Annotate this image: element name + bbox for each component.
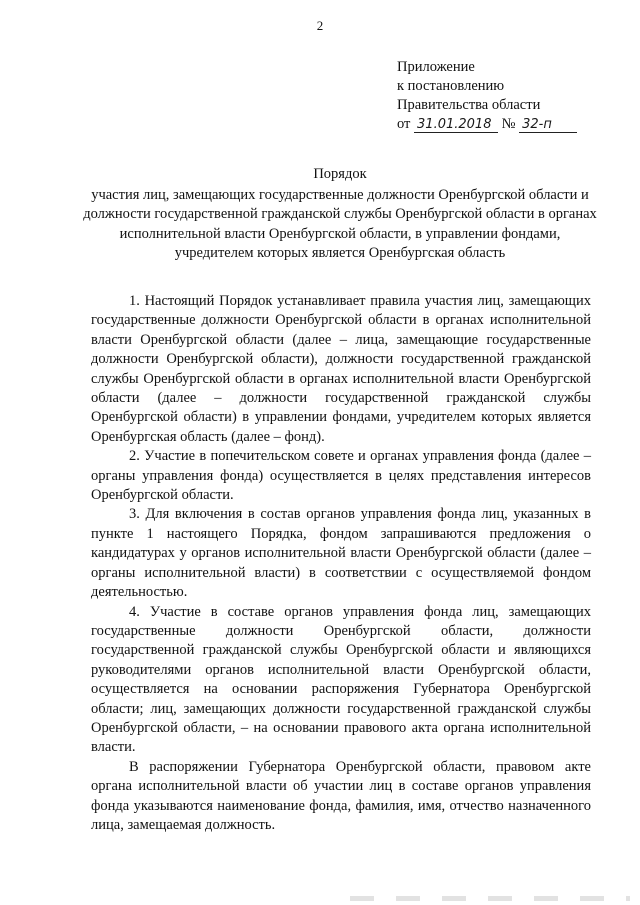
paragraph-2: 2. Участие в попечительском совете и органах управления фонда (далее – органы управления фонда) осуществляется в целях представления интересов Оренбургской области. — [91, 448, 591, 504]
appendix-line-2: к постановлению — [397, 78, 505, 94]
document-body — [91, 292, 591, 835]
paragraph-3: 3. Для включения в состав органов управления фонда лиц, указанных в пункте 1 настоящего Порядка, фондом запрашиваются предложения о кандидатурах у органов исполнительной власти Оренбургской области (далее – органы исполнительной власти) в соответствии с осуществляемой фондом деятельностью. — [91, 506, 591, 601]
appendix-line-3: Правительства области — [397, 97, 541, 113]
document-title — [80, 165, 600, 264]
paragraph-4: 4. Участие в составе органов управления фонда лиц, замещающих государственные должности Оренбургской области, должности государственной гражданской службы Оренбургской области и являющихся руководителями органов исполнительной власти Оренбургской области, осуществляется на основании распоряжения Губернатора Оренбургской области; лиц, замещающих должности государственной гражданской службы Оренбургской области, – на основании правового акта органа исполнительной власти. — [91, 603, 591, 756]
date-prefix: от — [397, 116, 411, 132]
paragraph-5: В распоряжении Губернатора Оренбургской области, правовом акте органа исполнительной власти об участии лиц в составе органов управления фонда указываются наименование фонда, фамилия, имя, отчество назначенного лица, замещаемая должность. — [91, 758, 591, 833]
appendix-block — [397, 58, 627, 134]
title-heading: Порядок — [313, 166, 367, 182]
appendix-line-1: Приложение — [397, 59, 475, 75]
handwritten-date: 31.01.2018 — [414, 118, 498, 133]
handwritten-number: 32-п — [519, 118, 577, 133]
page-number: 2 — [316, 18, 324, 33]
paragraph-1: 1. Настоящий Порядок устанавливает правила участия лиц, замещающих государственные должности Оренбургской области в органах исполнительной власти Оренбургской области (далее – лица, замещающие государственные должности Оренбургской области), должности государственной гражданской службы Оренбургской области в органах исполнительной власти Оренбургской области (далее – должности государственной гражданской службы Оренбургской области) в управлении фондами, учредителем которых является Оренбургская область (далее – фонд). — [91, 293, 591, 445]
title-subtitle: участия лиц, замещающих государственные должности Оренбургской области и должности государственной гражданской службы Оренбургской области в органах исполнительной власти Оренбургской области, в управлении фондами, учредителем которых является Оренбургская область — [83, 186, 597, 261]
appendix-date-line — [397, 115, 627, 134]
number-prefix: № — [501, 116, 516, 132]
scan-artifact — [350, 896, 630, 901]
